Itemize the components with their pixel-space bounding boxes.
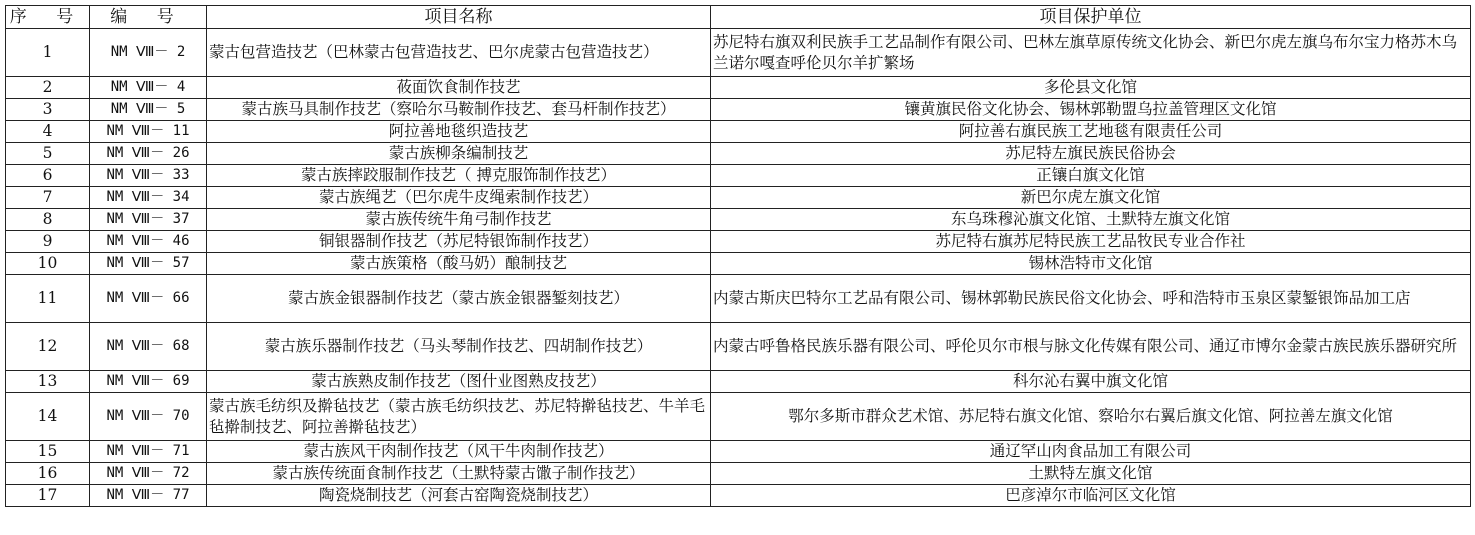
row-protection-unit: 正镶白旗文化馆 <box>711 165 1471 187</box>
row-code: NM Ⅷ－ 26 <box>90 143 207 165</box>
row-index: 10 <box>6 253 90 275</box>
row-code: NM Ⅷ－ 46 <box>90 231 207 253</box>
table-row <box>6 231 1471 253</box>
row-project-name: 蒙古族熟皮制作技艺（图什业图熟皮技艺） <box>207 371 711 393</box>
row-protection-unit: 鄂尔多斯市群众艺术馆、苏尼特右旗文化馆、察哈尔右翼后旗文化馆、阿拉善左旗文化馆 <box>711 393 1471 441</box>
row-index: 11 <box>6 275 90 323</box>
table-row <box>6 209 1471 231</box>
table-row <box>6 143 1471 165</box>
table-row <box>6 253 1471 275</box>
row-protection-unit: 镶黄旗民俗文化协会、锡林郭勒盟乌拉盖管理区文化馆 <box>711 99 1471 121</box>
row-index: 1 <box>6 29 90 77</box>
table-row <box>6 275 1471 323</box>
row-protection-unit: 苏尼特右旗苏尼特民族工艺品牧民专业合作社 <box>711 231 1471 253</box>
row-protection-unit: 土默特左旗文化馆 <box>711 463 1471 485</box>
row-project-name: 蒙古族传统牛角弓制作技艺 <box>207 209 711 231</box>
row-code: NM Ⅷ－ 33 <box>90 165 207 187</box>
table-row <box>6 165 1471 187</box>
row-code: NM Ⅷ－ 57 <box>90 253 207 275</box>
row-index: 17 <box>6 485 90 507</box>
table-row <box>6 393 1471 441</box>
table-row <box>6 463 1471 485</box>
row-protection-unit: 苏尼特左旗民族民俗协会 <box>711 143 1471 165</box>
row-index: 13 <box>6 371 90 393</box>
row-project-name: 蒙古族柳条编制技艺 <box>207 143 711 165</box>
row-code: NM Ⅷ－ 37 <box>90 209 207 231</box>
row-project-name: 蒙古族马具制作技艺（察哈尔马鞍制作技艺、套马杆制作技艺） <box>207 99 711 121</box>
header-index: 序 号 <box>6 6 90 29</box>
header-code: 编 号 <box>90 6 207 29</box>
table-row <box>6 99 1471 121</box>
table-row <box>6 187 1471 209</box>
row-code: NM Ⅷ－ 11 <box>90 121 207 143</box>
row-index: 12 <box>6 323 90 371</box>
header-row <box>6 6 1471 29</box>
row-protection-unit: 阿拉善右旗民族工艺地毯有限责任公司 <box>711 121 1471 143</box>
row-index: 6 <box>6 165 90 187</box>
row-project-name: 蒙古族摔跤服制作技艺（ 搏克服饰制作技艺） <box>207 165 711 187</box>
row-code: NM Ⅷ－ 71 <box>90 441 207 463</box>
row-code: NM Ⅷ－ 4 <box>90 77 207 99</box>
row-index: 14 <box>6 393 90 441</box>
heritage-project-table <box>5 5 1471 507</box>
row-code: NM Ⅷ－ 34 <box>90 187 207 209</box>
row-code: NM Ⅷ－ 68 <box>90 323 207 371</box>
row-protection-unit: 东乌珠穆沁旗文化馆、土默特左旗文化馆 <box>711 209 1471 231</box>
row-project-name: 蒙古族绳艺（巴尔虎牛皮绳索制作技艺） <box>207 187 711 209</box>
table-row <box>6 323 1471 371</box>
table-row <box>6 29 1471 77</box>
table-row <box>6 485 1471 507</box>
row-project-name: 蒙古族毛纺织及擀毡技艺（蒙古族毛纺织技艺、苏尼特擀毡技艺、牛羊毛毡擀制技艺、阿拉善擀毡技艺） <box>207 393 711 441</box>
row-code: NM Ⅷ－ 2 <box>90 29 207 77</box>
row-protection-unit: 苏尼特右旗双利民族手工艺品制作有限公司、巴林左旗草原传统文化协会、新巴尔虎左旗乌布尔宝力格苏木乌兰诺尔嘎查呼伦贝尔羊扩繁场 <box>711 29 1471 77</box>
row-protection-unit: 巴彦淖尔市临河区文化馆 <box>711 485 1471 507</box>
row-protection-unit: 科尔沁右翼中旗文化馆 <box>711 371 1471 393</box>
row-code: NM Ⅷ－ 77 <box>90 485 207 507</box>
row-index: 5 <box>6 143 90 165</box>
row-code: NM Ⅷ－ 70 <box>90 393 207 441</box>
header-name: 项目名称 <box>207 6 711 29</box>
row-index: 2 <box>6 77 90 99</box>
table-row <box>6 371 1471 393</box>
row-code: NM Ⅷ－ 69 <box>90 371 207 393</box>
row-project-name: 蒙古族传统面食制作技艺（土默特蒙古馓子制作技艺） <box>207 463 711 485</box>
row-protection-unit: 内蒙古呼鲁格民族乐器有限公司、呼伦贝尔市根与脉文化传媒有限公司、通辽市博尔金蒙古族民族乐器研究所 <box>711 323 1471 371</box>
row-project-name: 阿拉善地毯织造技艺 <box>207 121 711 143</box>
row-protection-unit: 通辽罕山肉食品加工有限公司 <box>711 441 1471 463</box>
row-project-name: 陶瓷烧制技艺（河套古窑陶瓷烧制技艺） <box>207 485 711 507</box>
row-project-name: 蒙古族金银器制作技艺（蒙古族金银器錾刻技艺） <box>207 275 711 323</box>
row-index: 3 <box>6 99 90 121</box>
row-project-name: 铜银器制作技艺（苏尼特银饰制作技艺） <box>207 231 711 253</box>
row-project-name: 蒙古族乐器制作技艺（马头琴制作技艺、四胡制作技艺） <box>207 323 711 371</box>
table-row <box>6 77 1471 99</box>
row-index: 16 <box>6 463 90 485</box>
table-row <box>6 441 1471 463</box>
row-project-name: 蒙古族策格（酸马奶）酿制技艺 <box>207 253 711 275</box>
row-index: 15 <box>6 441 90 463</box>
row-index: 4 <box>6 121 90 143</box>
row-project-name: 莜面饮食制作技艺 <box>207 77 711 99</box>
row-project-name: 蒙古包营造技艺（巴林蒙古包营造技艺、巴尔虎蒙古包营造技艺） <box>207 29 711 77</box>
row-code: NM Ⅷ－ 66 <box>90 275 207 323</box>
row-index: 9 <box>6 231 90 253</box>
row-protection-unit: 内蒙古斯庆巴特尔工艺品有限公司、锡林郭勒民族民俗文化协会、呼和浩特市玉泉区蒙錾银饰品加工店 <box>711 275 1471 323</box>
header-unit: 项目保护单位 <box>711 6 1471 29</box>
row-index: 8 <box>6 209 90 231</box>
row-protection-unit: 新巴尔虎左旗文化馆 <box>711 187 1471 209</box>
table-row <box>6 121 1471 143</box>
row-code: NM Ⅷ－ 5 <box>90 99 207 121</box>
row-code: NM Ⅷ－ 72 <box>90 463 207 485</box>
row-index: 7 <box>6 187 90 209</box>
row-protection-unit: 锡林浩特市文化馆 <box>711 253 1471 275</box>
row-protection-unit: 多伦县文化馆 <box>711 77 1471 99</box>
row-project-name: 蒙古族风干肉制作技艺（风干牛肉制作技艺） <box>207 441 711 463</box>
